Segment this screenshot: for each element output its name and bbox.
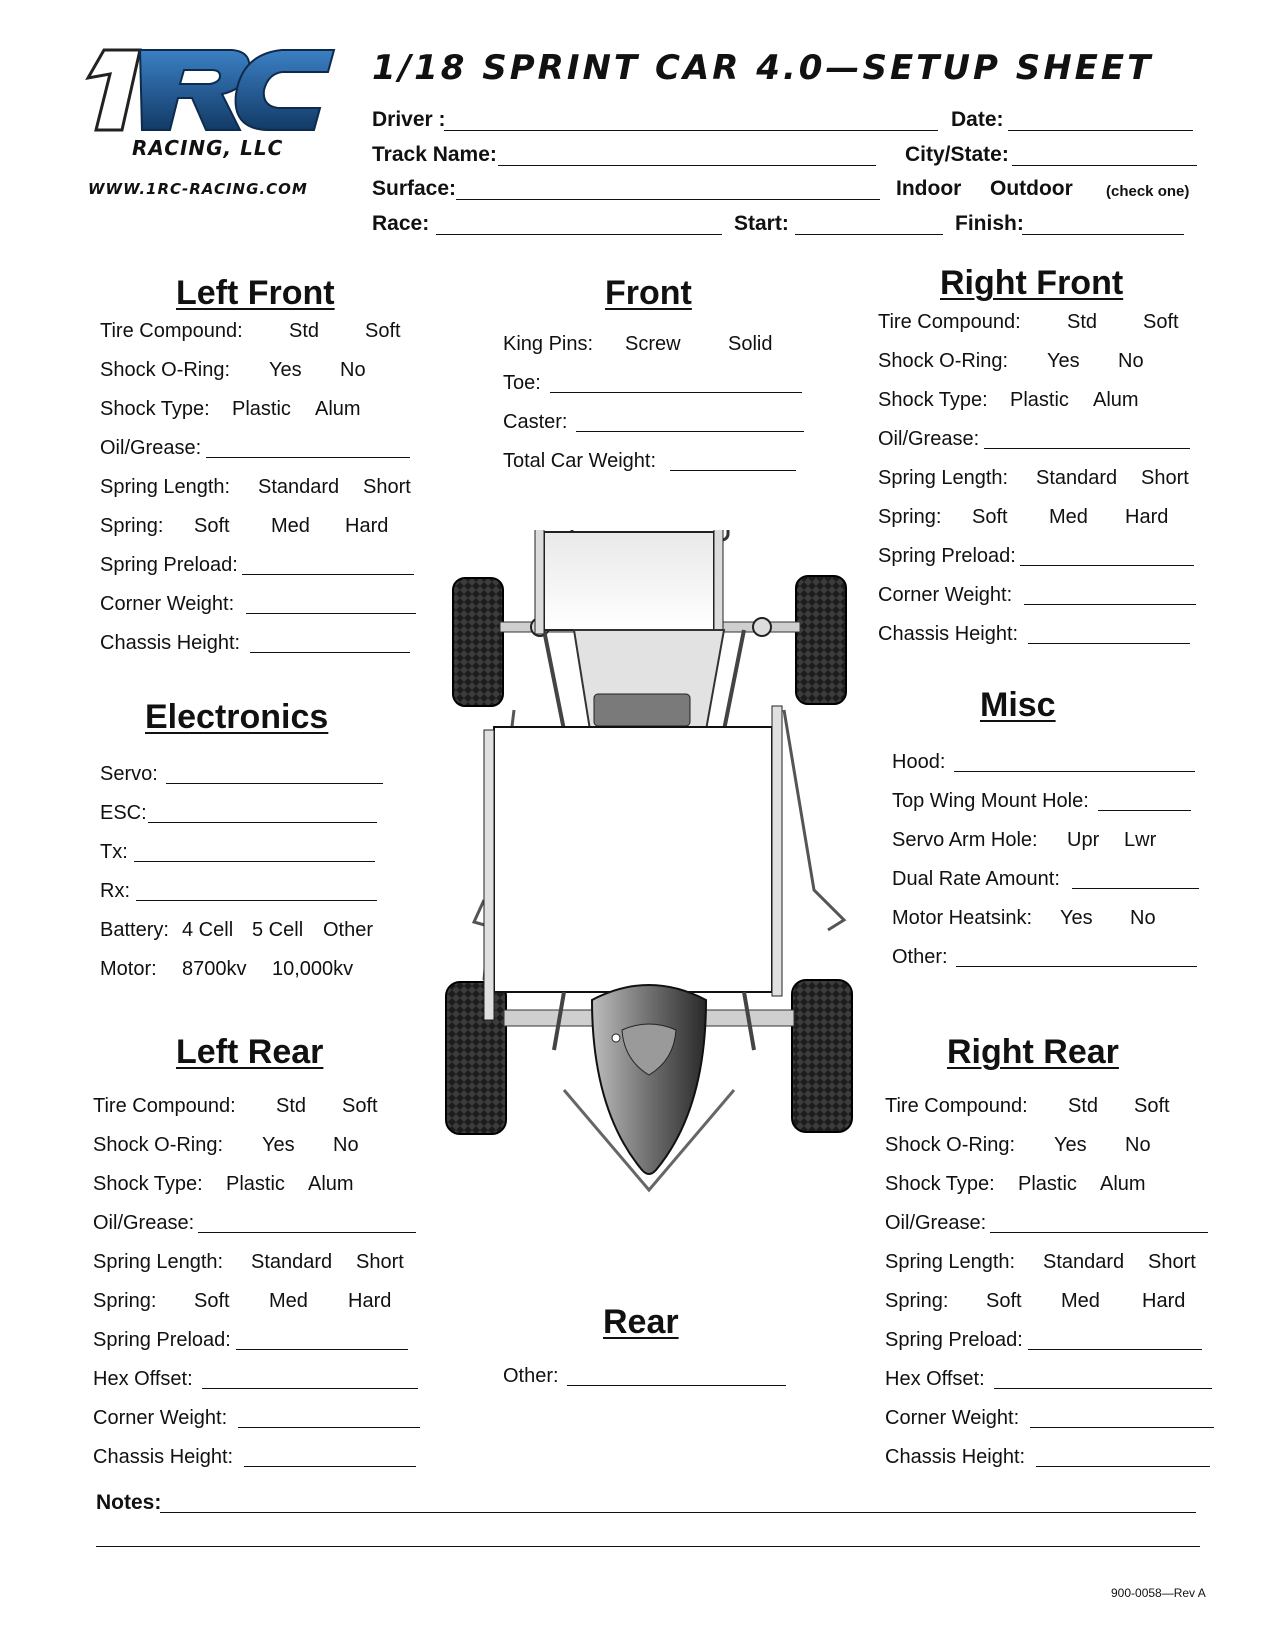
rr-spring-soft[interactable]: Soft [986,1290,1022,1312]
lr-shock-label: Shock Type: [93,1173,203,1195]
lr-spring-label: Spring: [93,1290,157,1312]
lf-spring-med[interactable]: Med [271,515,310,537]
lf-springlen-standard[interactable]: Standard [258,476,340,498]
lr-preload-field[interactable] [236,1349,408,1350]
rf-chassis-label: Chassis Height: [878,623,1019,645]
driver-label: Driver : [372,108,446,131]
lf-oring-no[interactable]: No [340,359,366,381]
rr-shock-alum[interactable]: Alum [1100,1173,1146,1195]
lr-oil-label: Oil/Grease: [93,1212,195,1234]
misc-other-field[interactable] [956,966,1197,967]
rr-shock-label: Shock Type: [885,1173,995,1195]
right-rear-title: Right Rear [947,1033,1119,1071]
total-weight-label: Total Car Weight: [503,450,657,472]
lf-shock-plastic[interactable]: Plastic [232,398,291,420]
heatsink-yes[interactable]: Yes [1060,907,1093,929]
rr-tire-std[interactable]: Std [1068,1095,1099,1117]
lr-preload-label: Spring Preload: [93,1329,231,1351]
misc-other-label: Other: [892,946,948,968]
rr-shock-plastic[interactable]: Plastic [1018,1173,1077,1195]
rf-chassis-field[interactable] [1028,643,1190,644]
servoarm-lwr[interactable]: Lwr [1124,829,1157,851]
lr-oring-yes[interactable]: Yes [262,1134,295,1156]
lf-spring-soft[interactable]: Soft [194,515,230,537]
toe-field[interactable] [550,392,802,393]
lf-tire-label: Tire Compound: [100,320,243,342]
rf-spring-soft[interactable]: Soft [972,506,1008,528]
notes-field-line-1[interactable] [160,1512,1196,1513]
city-field[interactable] [1012,165,1197,166]
lf-tire-std[interactable]: Std [289,320,320,342]
lr-shock-plastic[interactable]: Plastic [226,1173,285,1195]
tx-label: Tx: [100,841,128,863]
servo-label: Servo: [100,763,158,785]
lf-preload-label: Spring Preload: [100,554,238,576]
rr-spring-hard[interactable]: Hard [1142,1290,1186,1312]
kingpins-solid[interactable]: Solid [728,333,773,355]
lr-oil-field[interactable] [198,1232,416,1233]
rf-oring-yes[interactable]: Yes [1047,350,1080,372]
battery-other[interactable]: Other [323,919,374,941]
part-number: 900-0058—Rev A [1111,1586,1206,1600]
city-label: City/State: [905,143,1009,166]
tx-field[interactable] [134,861,375,862]
heatsink-no[interactable]: No [1130,907,1156,929]
rf-oring-label: Shock O-Ring: [878,350,1009,372]
rear-other-label: Other: [503,1365,559,1387]
lr-oring-no[interactable]: No [333,1134,359,1156]
rr-preload-label: Spring Preload: [885,1329,1023,1351]
rf-spring-med[interactable]: Med [1049,506,1088,528]
servoarm-upr[interactable]: Upr [1067,829,1100,851]
track-field[interactable] [498,165,876,166]
website-url: WWW.1RC-RACING.COM [88,180,308,198]
dualrate-field[interactable] [1072,888,1199,889]
rf-oil-label: Oil/Grease: [878,428,980,450]
hood-label: Hood: [892,751,946,773]
lf-oil-label: Oil/Grease: [100,437,202,459]
company-logo [82,44,347,199]
outdoor-option[interactable]: Outdoor [990,177,1073,200]
finish-field[interactable] [1022,234,1184,235]
rf-preload-field[interactable] [1020,565,1194,566]
dualrate-label: Dual Rate Amount: [892,868,1060,890]
rr-chassis-label: Chassis Height: [885,1446,1026,1468]
wing-label: Top Wing Mount Hole: [892,790,1089,812]
servo-field[interactable] [166,783,383,784]
rr-tire-soft[interactable]: Soft [1134,1095,1170,1117]
logo-mark-graphic [82,44,342,139]
lf-chassis-field[interactable] [250,652,410,653]
servoarm-label: Servo Arm Hole: [892,829,1038,851]
lr-spring-med[interactable]: Med [269,1290,308,1312]
surface-label: Surface: [372,177,457,200]
sprint-car-illustration [444,530,874,1250]
rx-label: Rx: [100,880,130,902]
surface-field[interactable] [456,199,880,200]
lf-springlen-short[interactable]: Short [363,476,411,498]
toe-label: Toe: [503,372,541,394]
race-field[interactable] [436,234,722,235]
lf-corner-field[interactable] [246,613,416,614]
lf-preload-field[interactable] [242,574,414,575]
rf-preload-label: Spring Preload: [878,545,1016,567]
misc-title: Misc [980,686,1056,724]
lf-spring-hard[interactable]: Hard [345,515,389,537]
lf-oring-label: Shock O-Ring: [100,359,231,381]
motor-8700kv[interactable]: 8700kv [182,958,247,980]
kingpins-screw[interactable]: Screw [625,333,681,355]
lf-oil-field[interactable] [206,457,410,458]
battery-5cell[interactable]: 5 Cell [252,919,304,941]
left-front-title: Left Front [176,274,335,312]
rr-oring-yes[interactable]: Yes [1054,1134,1087,1156]
rr-hex-field[interactable] [994,1388,1212,1389]
rf-springlen-short[interactable]: Short [1141,467,1189,489]
left-rear-title: Left Rear [176,1033,324,1071]
rr-corner-field[interactable] [1030,1427,1214,1428]
rear-title: Rear [603,1303,679,1341]
caster-label: Caster: [503,411,568,433]
lf-spring-label: Spring: [100,515,164,537]
esc-field[interactable] [148,822,377,823]
rr-springlen-label: Spring Length: [885,1251,1016,1273]
date-field[interactable] [1008,130,1193,131]
rr-oil-field[interactable] [990,1232,1208,1233]
rr-spring-label: Spring: [885,1290,949,1312]
lr-hex-field[interactable] [202,1388,418,1389]
rr-oring-no[interactable]: No [1125,1134,1151,1156]
lr-shock-alum[interactable]: Alum [308,1173,354,1195]
rx-field[interactable] [136,900,377,901]
front-title: Front [605,274,692,312]
rr-tire-label: Tire Compound: [885,1095,1028,1117]
check-one-note: (check one) [1106,183,1190,200]
notes-label: Notes: [96,1491,162,1514]
lr-hex-label: Hex Offset: [93,1368,193,1390]
lf-springlen-label: Spring Length: [100,476,231,498]
rr-springlen-standard[interactable]: Standard [1043,1251,1125,1273]
lf-shock-label: Shock Type: [100,398,210,420]
lr-spring-hard[interactable]: Hard [348,1290,392,1312]
rf-oring-no[interactable]: No [1118,350,1144,372]
rr-oil-label: Oil/Grease: [885,1212,987,1234]
rf-springlen-label: Spring Length: [878,467,1009,489]
finish-label: Finish: [955,212,1024,235]
kingpins-label: King Pins: [503,333,594,355]
page-title: 1/18 SPRINT CAR 4.0—SETUP SHEET [372,48,1154,88]
lr-springlen-label: Spring Length: [93,1251,224,1273]
indoor-option[interactable]: Indoor [896,177,962,200]
rr-hex-label: Hex Offset: [885,1368,985,1390]
rear-other-field[interactable] [567,1385,786,1386]
lr-corner-label: Corner Weight: [93,1407,228,1429]
rr-oring-label: Shock O-Ring: [885,1134,1016,1156]
lr-chassis-field[interactable] [244,1466,416,1467]
rf-tire-std[interactable]: Std [1067,311,1098,333]
rf-oil-field[interactable] [984,448,1190,449]
start-field[interactable] [795,234,943,235]
lr-springlen-standard[interactable]: Standard [251,1251,333,1273]
race-label: Race: [372,212,430,235]
lr-tire-soft[interactable]: Soft [342,1095,378,1117]
lf-oring-yes[interactable]: Yes [269,359,302,381]
lf-shock-alum[interactable]: Alum [315,398,361,420]
rf-spring-label: Spring: [878,506,942,528]
driver-field[interactable] [444,130,938,131]
lr-tire-label: Tire Compound: [93,1095,236,1117]
battery-label: Battery: [100,919,169,941]
heatsink-label: Motor Heatsink: [892,907,1033,929]
rf-shock-alum[interactable]: Alum [1093,389,1139,411]
rr-chassis-field[interactable] [1036,1466,1210,1467]
lr-corner-field[interactable] [238,1427,420,1428]
lf-tire-soft[interactable]: Soft [365,320,401,342]
esc-label: ESC: [100,802,147,824]
rf-tire-label: Tire Compound: [878,311,1021,333]
hood-field[interactable] [954,771,1195,772]
rr-preload-field[interactable] [1028,1349,1202,1350]
rf-corner-field[interactable] [1024,604,1196,605]
rr-spring-med[interactable]: Med [1061,1290,1100,1312]
lr-springlen-short[interactable]: Short [356,1251,404,1273]
rf-springlen-standard[interactable]: Standard [1036,467,1118,489]
battery-4cell[interactable]: 4 Cell [182,919,234,941]
lr-spring-soft[interactable]: Soft [194,1290,230,1312]
rr-corner-label: Corner Weight: [885,1407,1020,1429]
electronics-title: Electronics [145,698,329,736]
rf-corner-label: Corner Weight: [878,584,1013,606]
right-front-title: Right Front [940,264,1124,302]
wing-field[interactable] [1098,810,1191,811]
lf-corner-label: Corner Weight: [100,593,235,615]
caster-field[interactable] [576,431,804,432]
lf-chassis-label: Chassis Height: [100,632,241,654]
lr-chassis-label: Chassis Height: [93,1446,234,1468]
rr-springlen-short[interactable]: Short [1148,1251,1196,1273]
rf-spring-hard[interactable]: Hard [1125,506,1169,528]
notes-field-line-2[interactable] [96,1546,1200,1547]
lr-tire-std[interactable]: Std [276,1095,307,1117]
rf-shock-label: Shock Type: [878,389,988,411]
rf-shock-plastic[interactable]: Plastic [1010,389,1069,411]
lr-oring-label: Shock O-Ring: [93,1134,224,1156]
total-weight-field[interactable] [670,470,796,471]
start-label: Start: [734,212,789,235]
track-label: Track Name: [372,143,497,166]
company-name: RACING, LLC [132,136,284,160]
rf-tire-soft[interactable]: Soft [1143,311,1179,333]
motor-label: Motor: [100,958,157,980]
date-label: Date: [951,108,1004,131]
motor-10000kv[interactable]: 10,000kv [272,958,354,980]
